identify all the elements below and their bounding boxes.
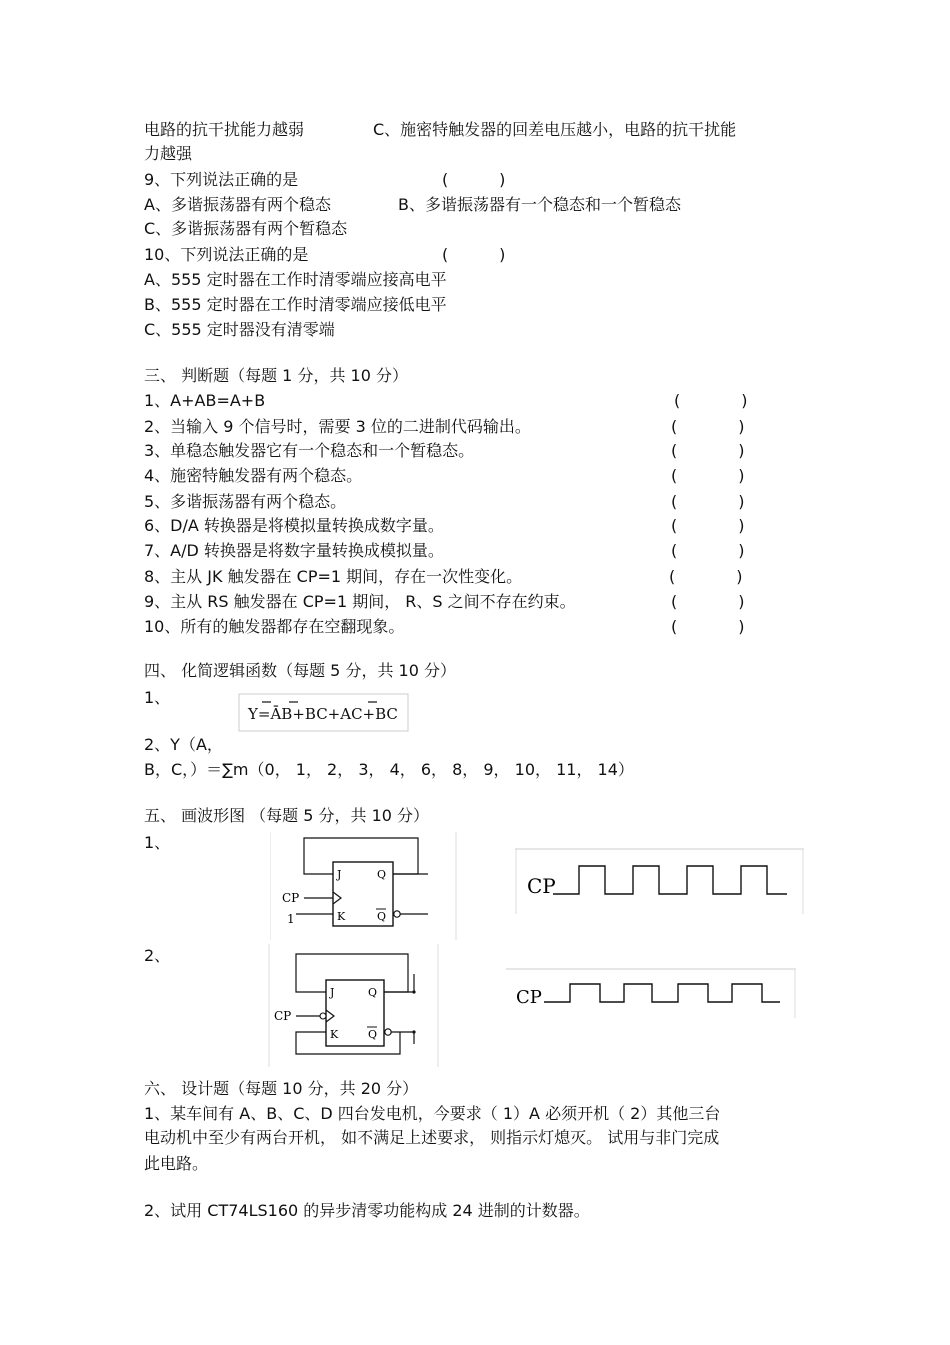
simplify-q2-line2: B，C，）＝∑m（0， 1， 2， 3， 4， 6， 8， 9， 10， 11， 14） [144,760,634,779]
q-label-2: Q [368,986,378,999]
qbar-label: Q [377,910,387,923]
judgment-answer-paren: ( ) [671,516,745,535]
option-9b: B、多谐振荡器有一个稳态和一个暂稳态 [398,195,681,214]
section-5-heading: 五、 画波形图 （每题 5 分，共 10 分） [144,806,430,825]
k-label-2: K [330,1028,339,1041]
judgment-item: 4、施密特触发器有两个稳态。 [144,466,363,485]
judgment-answer-paren: ( ) [671,617,745,636]
cp-wave-label: CP [527,874,556,898]
section-6-heading: 六、 设计题（每题 10 分，共 20 分） [144,1079,419,1098]
judgment-item: 3、单稳态触发器它有一个稳态和一个暂稳态。 [144,441,475,460]
question-9: 9、下列说法正确的是 [144,170,299,189]
waveform-q1-label: 1、 [144,833,171,852]
option-10b: B、555 定时器在工作时清零端应接低电平 [144,295,447,314]
option-9c: C、多谐振荡器有两个暂稳态 [144,219,348,238]
judgment-item: 8、主从 JK 触发器在 CP=1 期间，存在一次性变化。 [144,567,523,586]
k-input-value: 1 [287,912,295,926]
question-10: 10、下列说法正确的是 [144,245,309,264]
design-q1-line2: 电动机中至少有两台开机， 如不满足上述要求， 则指示灯熄灭。 试用与非门完成 [144,1128,720,1147]
judgment-answer-paren: ( ) [674,391,748,410]
judgment-item: 2、当输入 9 个信号时，需要 3 位的二进制代码输出。 [144,417,531,436]
simplify-q2-line1: 2、Y（A， [144,735,223,754]
judgment-item: 5、多谐振荡器有两个稳态。 [144,492,347,511]
judgment-item: 7、A/D 转换器是将数字量转换成模拟量。 [144,541,444,560]
design-q1-line3: 此电路。 [144,1154,209,1173]
section-3-heading: 三、 判断题（每题 1 分，共 10 分） [144,366,408,385]
section-4-heading: 四、 化简逻辑函数（每题 5 分，共 10 分） [144,661,456,680]
option-10a: A、555 定时器在工作时清零端应接高电平 [144,270,447,289]
design-q2: 2、试用 CT74LS160 的异步清零功能构成 24 进制的计数器。 [144,1201,590,1220]
simplify-q1-label: 1、 [144,688,171,707]
design-q1-line1: 1、某车间有 A、B、C、D 四台发电机，今要求（ 1）A 必须开机（ 2）其他三台 [144,1104,721,1123]
continued-line-1b: C、施密特触发器的回差电压越小，电路的抗干扰能 [373,120,737,139]
q-label: Q [377,868,387,881]
judgment-answer-paren: ( ) [671,466,745,485]
formula-text: Y=ĀB+BC+AC+BC [248,705,398,723]
jk-flipflop-diagram-2 [268,944,440,1069]
formula-box [238,693,410,733]
cp-waveform-2 [506,968,798,1020]
j-label: J [337,868,342,881]
continued-line-1a: 电路的抗干扰能力越弱 [144,120,305,139]
answer-paren-9: ( ) [442,170,506,189]
judgment-item: 9、主从 RS 触发器在 CP=1 期间， R、S 之间不存在约束。 [144,592,576,611]
judgment-item: 6、D/A 转换器是将模拟量转换成数字量。 [144,516,444,535]
judgment-answer-paren: ( ) [669,567,743,586]
jk-flipflop-diagram-1 [270,832,458,942]
cp-wave-label-2: CP [516,987,542,1008]
waveform-q2-label: 2、 [144,946,171,965]
qbar-label-2: Q [368,1028,378,1041]
j-label-2: J [330,986,335,999]
judgment-answer-paren: ( ) [671,492,745,511]
k-label: K [337,910,346,923]
answer-paren-10: ( ) [442,245,506,264]
judgment-answer-paren: ( ) [671,417,745,436]
cp-input-label: CP [282,891,300,905]
judgment-answer-paren: ( ) [671,592,745,611]
judgment-item: 1、A+AB=A+B [144,391,266,410]
option-10c: C、555 定时器没有清零端 [144,320,335,339]
judgment-item: 10、所有的触发器都存在空翻现象。 [144,617,405,636]
judgment-answer-paren: ( ) [671,541,745,560]
option-9a: A、多谐振荡器有两个稳态 [144,195,331,214]
continued-line-2: 力越强 [144,144,193,163]
cp-input-label-2: CP [274,1009,292,1023]
cp-waveform-1 [515,848,805,916]
judgment-answer-paren: ( ) [671,441,745,460]
